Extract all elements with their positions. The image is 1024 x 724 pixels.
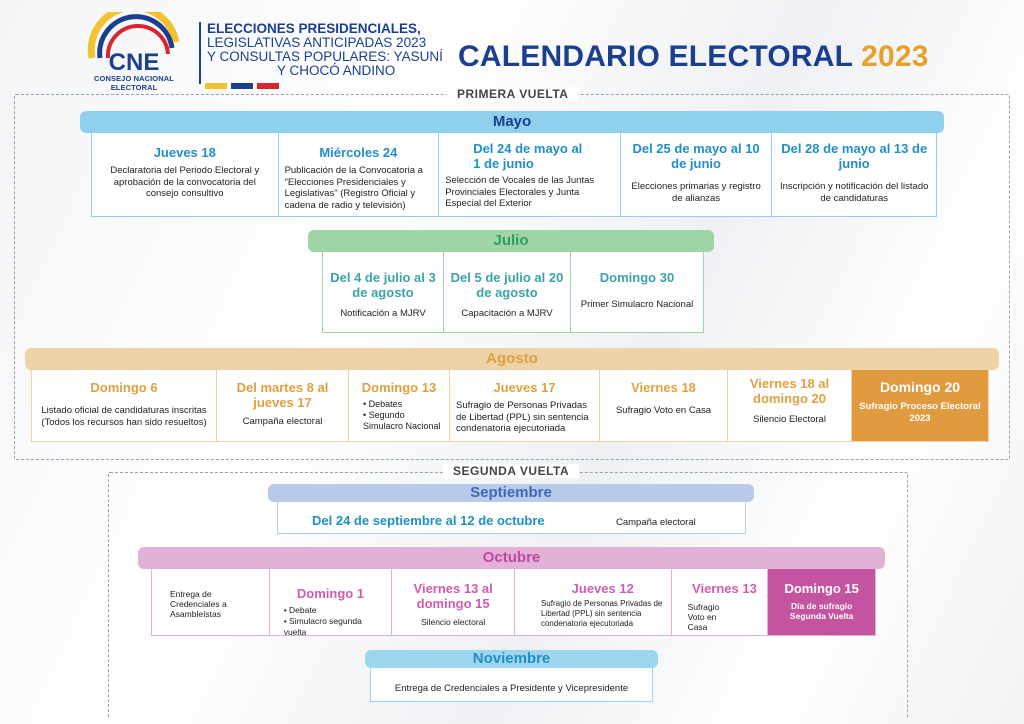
event-cell xyxy=(392,569,515,635)
event-list xyxy=(276,605,386,638)
month-bar-mayo xyxy=(80,111,944,133)
month-bar-agosto xyxy=(25,348,999,370)
month-bar-septiembre xyxy=(268,484,754,502)
event-list-item: • Debate xyxy=(284,605,386,616)
event-desc: Sufragio de Personas Privadas de Libertad (PPL) sin sentencia condenatoria ejecutoriada xyxy=(456,400,589,434)
event-cell xyxy=(515,569,672,635)
event-date: Del 28 de mayo al 13 de junio xyxy=(781,141,928,171)
cne-logo xyxy=(84,12,184,74)
page-title xyxy=(458,40,929,74)
event-date: Domingo 1 xyxy=(296,586,365,601)
event-date: Viernes 18 xyxy=(631,380,696,395)
event-cell xyxy=(444,252,571,332)
event-cell xyxy=(32,370,217,441)
event-date: Domingo 30 xyxy=(599,270,675,285)
event-desc: Sufragio Voto en Casa xyxy=(615,405,712,416)
elections-heading xyxy=(199,21,443,84)
event-desc: Primer Simulacro Nacional xyxy=(580,299,694,310)
event-date: Domingo 13 xyxy=(361,380,437,395)
event-date: Jueves 17 xyxy=(493,380,556,395)
event-date: Del 24 de septiembre al 12 de octubre xyxy=(312,513,545,528)
event-cell xyxy=(450,370,600,441)
event-date: Del martes 8 al jueves 17 xyxy=(236,380,329,410)
month-title-septiembre: Septiembre xyxy=(470,484,552,501)
event-date: Viernes 13 al domingo 15 xyxy=(413,581,493,611)
event-desc: Campaña electoral xyxy=(242,416,323,427)
event-cell xyxy=(621,133,773,216)
event-date: Viernes 13 xyxy=(692,581,757,596)
event-desc: Inscripción y notificación del listado de candidaturas xyxy=(780,181,929,204)
event-desc: Silencio electoral xyxy=(421,617,486,627)
event-desc: Campaña electoral xyxy=(616,517,696,528)
event-cell-highlight xyxy=(768,569,875,635)
noviembre-event xyxy=(370,668,653,702)
event-cell-highlight xyxy=(852,370,988,441)
event-cell xyxy=(439,133,621,216)
elections-line-2: LEGISLATIVAS ANTICIPADAS 2023 xyxy=(207,35,427,50)
event-date: Jueves 18 xyxy=(153,145,216,160)
event-desc: Capacitación a MJRV xyxy=(461,308,553,319)
event-list xyxy=(355,399,443,432)
month-bar-julio xyxy=(308,230,714,252)
event-list-item: • Debates xyxy=(363,399,443,410)
event-date: Del 5 de julio al 20 de agosto xyxy=(450,270,564,300)
month-title-julio: Julio xyxy=(493,232,529,249)
elections-line-4: Y CHOCÓ ANDINO xyxy=(277,63,396,78)
event-desc: Notificación a MJRV xyxy=(340,308,426,319)
logo-text: CNE xyxy=(108,49,160,74)
event-cell xyxy=(571,252,703,332)
event-cell xyxy=(92,133,279,216)
septiembre-event xyxy=(277,502,746,534)
event-cell xyxy=(323,252,444,332)
month-title-mayo: Mayo xyxy=(492,113,532,130)
event-cell xyxy=(600,370,728,441)
event-date: Viernes 18 al domingo 20 xyxy=(749,376,830,406)
event-list-item: • Segundo Simulacro Nacional xyxy=(363,410,443,432)
event-cell xyxy=(728,370,852,441)
primera-vuelta-label: PRIMERA VUELTA xyxy=(447,87,578,101)
event-cell xyxy=(270,569,393,635)
event-date: Del 25 de mayo al 10 de junio xyxy=(632,141,760,171)
event-desc: Elecciones primarias y registro de alianzas xyxy=(631,181,761,204)
event-desc: Sufragio Proceso Electoral 2023 xyxy=(859,401,981,424)
julio-events xyxy=(322,252,704,333)
mayo-events xyxy=(91,133,937,217)
month-bar-noviembre xyxy=(365,650,658,668)
logo-subtitle: CONSEJO NACIONAL ELECTORAL xyxy=(94,74,174,92)
event-cell xyxy=(672,569,769,635)
month-bar-octubre xyxy=(138,547,885,569)
event-desc: Sufragio Voto en Casa xyxy=(687,602,720,632)
event-date: Domingo 6 xyxy=(90,380,158,395)
event-date: Domingo 15 xyxy=(784,581,859,596)
event-cell xyxy=(217,370,349,441)
event-desc: Día de sufragio Segunda Vuelta xyxy=(789,601,854,621)
page-title-main: CALENDARIO ELECTORAL xyxy=(458,40,853,73)
event-desc: Declaratoria del Periodo Electoral y aprobación de la convocatoria del consejo consultivo xyxy=(110,165,260,199)
event-desc: Selección de Vocales de las Juntas Provinciales Electorales y Junta Especial del Exterior xyxy=(445,175,595,209)
event-date: Miércoles 24 xyxy=(319,145,398,160)
event-date: Domingo 20 xyxy=(879,379,961,395)
month-title-octubre: Octubre xyxy=(482,549,541,566)
event-cell xyxy=(772,133,936,216)
event-desc: Sufragio de Personas Privadas de Libertad (PPL) sin sentencia condenatoria ejecutoriada xyxy=(540,599,663,628)
elections-line-1: ELECCIONES PRESIDENCIALES, xyxy=(207,21,421,36)
flag-color-bars xyxy=(205,76,283,94)
event-desc: Silencio Electoral xyxy=(753,414,826,425)
event-cell xyxy=(152,569,270,635)
month-title-noviembre: Noviembre xyxy=(472,650,551,667)
event-desc: Listado oficial de candidaturas inscritas (Todos los recursos han sido resueltos) xyxy=(41,405,207,428)
month-title-agosto: Agosto xyxy=(486,350,538,367)
event-date: Del 24 de mayo al 1 de junio xyxy=(473,141,583,171)
event-desc: Entrega de Credenciales a Presidente y Vicepresidente xyxy=(394,683,629,694)
event-desc: Publicación de la Convocatoria a "Elecciones Presidenciales y Legislativas" (Registro Oficial y cadena de radio y televisión) xyxy=(284,165,423,211)
event-list-item: • Simulacro segunda vuelta xyxy=(284,616,386,638)
agosto-events xyxy=(31,370,989,442)
octubre-events xyxy=(151,569,876,636)
segunda-vuelta-label: SEGUNDA VUELTA xyxy=(443,464,579,478)
event-cell xyxy=(279,133,440,216)
event-cell xyxy=(349,370,450,441)
event-desc: Entrega de Credenciales a Asambleístas xyxy=(170,589,227,619)
event-date: Del 4 de julio al 3 de agosto xyxy=(330,270,436,300)
event-date: Jueves 12 xyxy=(571,581,634,596)
elections-line-3: Y CONSULTAS POPULARES: YASUNÍ xyxy=(207,49,443,64)
page-title-year: 2023 xyxy=(861,40,929,73)
